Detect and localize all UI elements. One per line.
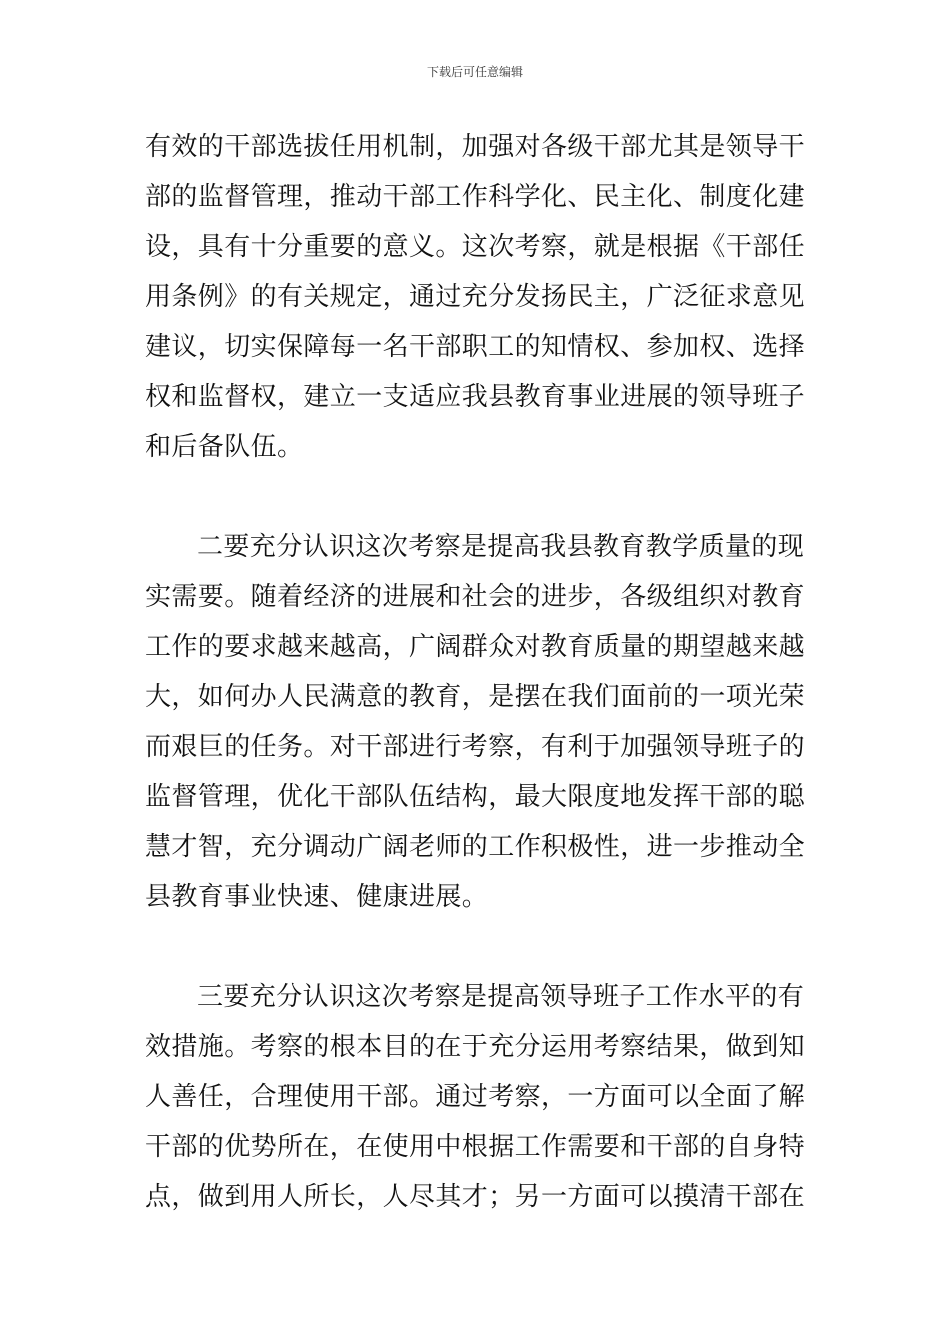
text-line: 权和监督权，建立一支适应我县教育事业进展的领导班子: [145, 382, 806, 412]
text-line: 二要充分认识这次考察是提高我县教育教学质量的现: [197, 532, 805, 562]
text-line: 县教育事业快速、健康进展。: [145, 882, 489, 912]
text-line: 三要充分认识这次考察是提高领导班子工作水平的有: [197, 982, 805, 1012]
document-body: [145, 122, 810, 1222]
text-line: 干部的优势所在，在使用中根据工作需要和干部的自身特: [145, 1132, 806, 1162]
text-line: 实需要。随着经济的进展和社会的进步，各级组织对教育: [145, 582, 806, 612]
paragraph-2: [145, 522, 810, 922]
page-header: 下载后可任意编辑: [426, 65, 523, 79]
text-line: 设，具有十分重要的意义。这次考察，就是根据《干部任: [145, 232, 806, 262]
paragraph-1: [145, 122, 810, 472]
text-line: 大，如何办人民满意的教育，是摆在我们面前的一项光荣: [145, 682, 806, 712]
paragraph-spacer: [145, 472, 810, 522]
text-line: 部的监督管理，推动干部工作科学化、民主化、制度化建: [145, 182, 806, 212]
paragraph-spacer: [145, 922, 810, 972]
text-line: 点，做到用人所长，人尽其才；另一方面可以摸清干部在: [145, 1182, 806, 1212]
text-line: 慧才智，充分调动广阔老师的工作积极性，进一步推动全: [145, 832, 806, 862]
text-line: 有效的干部选拔任用机制，加强对各级干部尤其是领导干: [145, 132, 806, 162]
text-line: 人善任，合理使用干部。通过考察，一方面可以全面了解: [145, 1082, 806, 1112]
text-line: 用条例》的有关规定，通过充分发扬民主，广泛征求意见: [145, 282, 806, 312]
text-line: 和后备队伍。: [145, 432, 304, 462]
paragraph-3: [145, 972, 810, 1222]
text-line: 而艰巨的任务。对干部进行考察，有利于加强领导班子的: [145, 732, 806, 762]
text-line: 工作的要求越来越高，广阔群众对教育质量的期望越来越: [145, 632, 806, 662]
text-line: 建议，切实保障每一名干部职工的知情权、参加权、选择: [145, 332, 806, 362]
text-line: 效措施。考察的根本目的在于充分运用考察结果，做到知: [145, 1032, 806, 1062]
text-line: 监督管理，优化干部队伍结构，最大限度地发挥干部的聪: [145, 782, 806, 812]
